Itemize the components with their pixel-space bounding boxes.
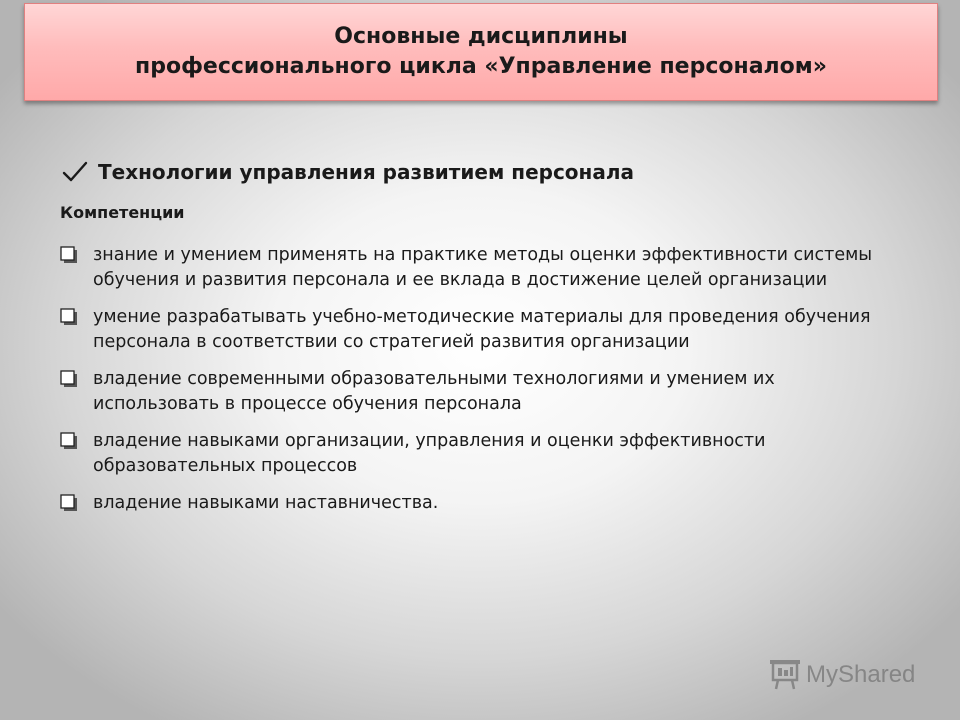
hollow-square-bullet-icon — [60, 308, 78, 326]
list-item — [60, 367, 920, 416]
list-item-text: знание и умением применять на практике методы оценки эффективности системы обучения и развития персонала и ее вклада в достижение целей организации — [93, 245, 873, 290]
checkmark-icon — [60, 158, 90, 186]
title-line-2: профессионального цикла «Управление персоналом» — [135, 54, 827, 79]
list-item — [60, 491, 920, 516]
list-item-text: умение разрабатывать учебно-методические материалы для проведения обучения персонала в соответствии со стратегией развития организации — [93, 307, 871, 352]
list-item — [60, 243, 920, 292]
hollow-square-bullet-icon — [60, 494, 78, 512]
list-item-text: владение навыками организации, управления и оценки эффективности образовательных процессов — [93, 431, 766, 476]
hollow-square-bullet-icon — [60, 432, 78, 450]
presentation-board-icon — [768, 658, 802, 692]
section-heading — [60, 158, 634, 186]
hollow-square-bullet-icon — [60, 370, 78, 388]
competencies-label: Компетенции — [60, 203, 185, 222]
list-item-text: владение навыками наставничества. — [93, 493, 439, 513]
title-banner — [24, 3, 938, 101]
section-heading-text: Технологии управления развитием персонала — [98, 160, 635, 184]
list-item — [60, 305, 920, 354]
list-item-text: владение современными образовательными технологиями и умением их использовать в процессе обучения персонала — [93, 369, 775, 414]
myshared-watermark — [768, 658, 915, 692]
title-line-1: Основные дисциплины — [334, 24, 628, 49]
watermark-text: MyShared — [806, 661, 916, 688]
list-item — [60, 429, 920, 478]
hollow-square-bullet-icon — [60, 246, 78, 264]
competency-list — [60, 243, 920, 529]
